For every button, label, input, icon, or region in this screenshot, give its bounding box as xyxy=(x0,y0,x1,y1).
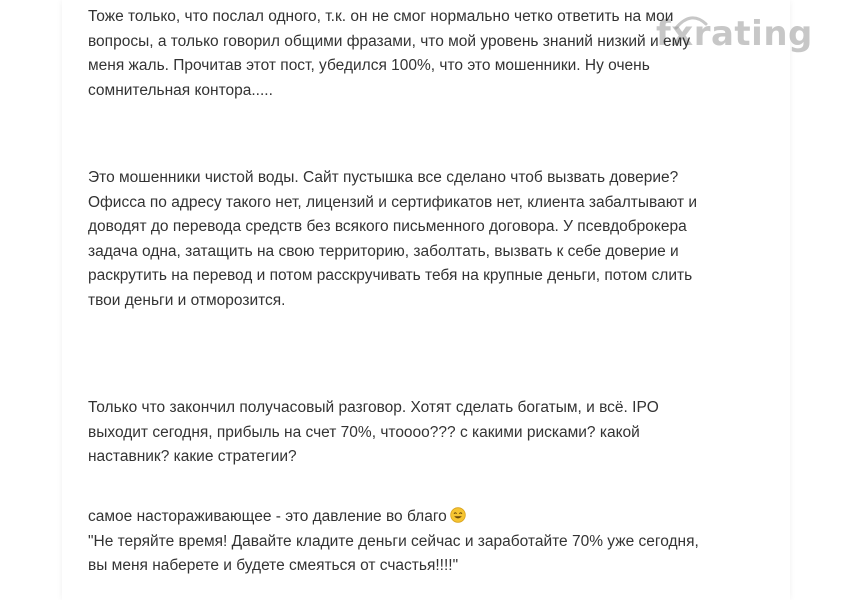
watermark-logo: fxrating xyxy=(656,14,813,54)
text-line: Это мошенники чистой воды. Сайт пустышка все сделано чтоб вызвать доверие? xyxy=(88,169,679,186)
text-line: вопросы, а только говорил общими фразами, что мой уровень знаний низкий и ему xyxy=(88,32,691,50)
text-line: "Не теряйте время! Давайте кладите деньги сейчас и заработайте 70% уже сегодня, xyxy=(88,532,699,550)
text-line: доводят до перевода средств без всякого письменного договора. У псевдоброкера xyxy=(88,218,687,235)
text-line-with-emoji xyxy=(88,505,760,530)
text-line: меня жаль. Прочитав этот пост, убедился 100%, что это мошенники. Ну очень xyxy=(88,57,650,74)
comment-text-2 xyxy=(88,166,760,313)
comment-text-1 xyxy=(88,5,760,103)
text-line: самое настораживающее - это давление во благо xyxy=(88,508,447,525)
text-line: твои деньги и отморозится. xyxy=(88,291,286,309)
text-line: вы меня наберете и будете смеяться от счастья!!!!" xyxy=(88,557,459,574)
comment-text-4 xyxy=(88,505,760,579)
comment-text-3 xyxy=(88,396,760,470)
text-line: раскрутить на перевод и потом расскручивать тебя на крупные деньги, потом слить xyxy=(88,267,693,284)
text-line: наставник? какие стратегии? xyxy=(88,448,297,465)
text-line: выходит сегодня, прибыль на счет 70%, чтоооо??? с какими рисками? какой xyxy=(88,423,640,441)
text-line: задача одна, затащить на свою территорию, заболтать, вызвать к себе доверие и xyxy=(88,242,679,260)
smiley-face-icon xyxy=(450,507,466,523)
text-line: сомнительная контора..... xyxy=(88,81,273,99)
text-line: Только что закончил получасовый разговор. Хотят сделать богатым, и всё. IPO xyxy=(88,399,659,416)
text-line: Тоже только, что послал одного, т.к. он не смог нормально четко ответить на мои xyxy=(88,8,674,25)
text-line: Офисса по адресу такого нет, лицензий и сертификатов нет, клиента забалтывают и xyxy=(88,193,698,211)
